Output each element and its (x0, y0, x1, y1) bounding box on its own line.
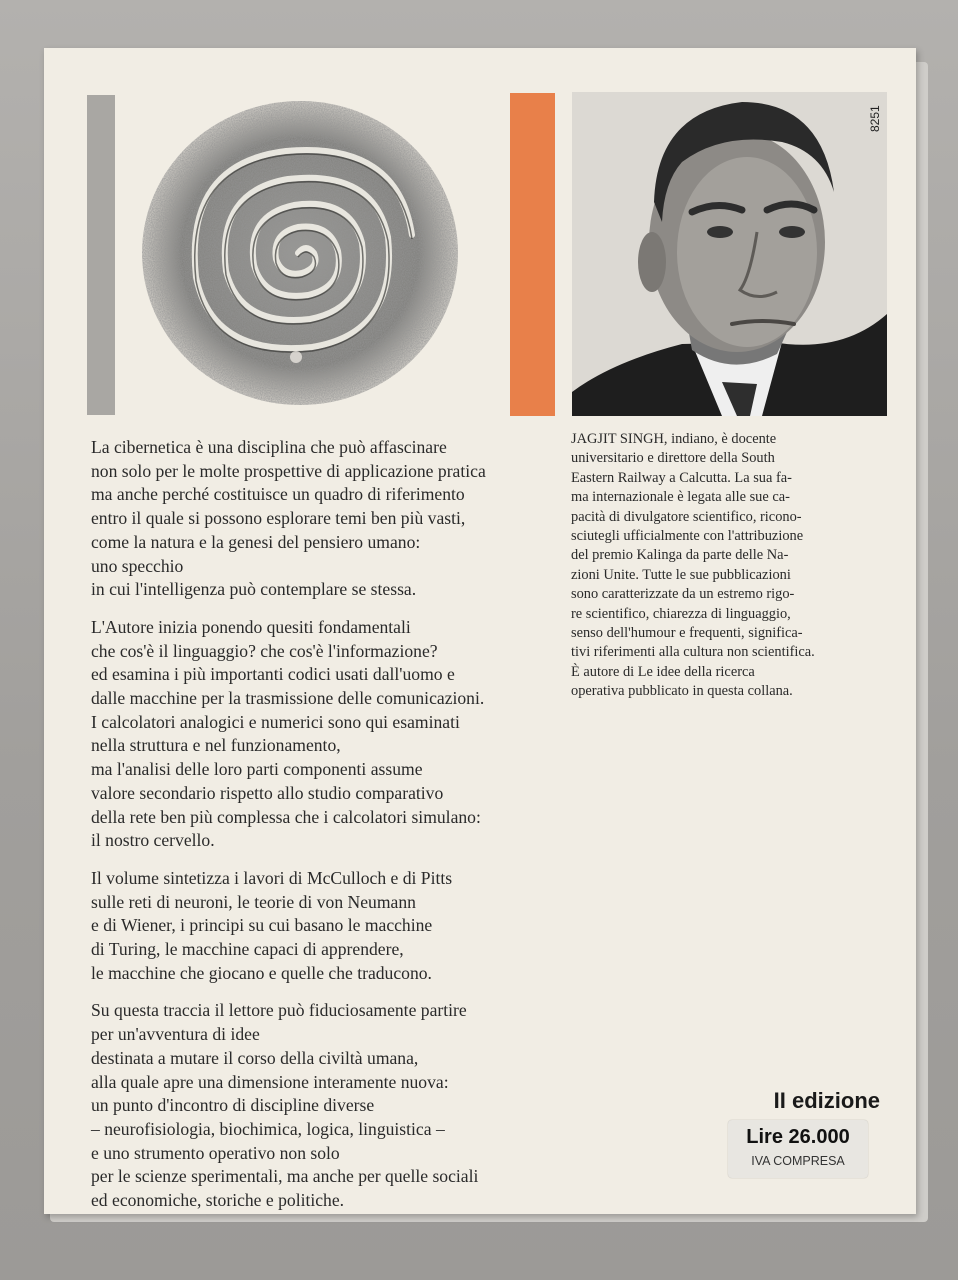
paragraph-4: Su questa traccia il lettore può fiduciosamente partire per un'avventura di idee destinata a mutare il corso della civiltà umana, alla quale apre una dimensione interamente nuova: un punto d'incontro di discipline diverse – neurofisiologia, biochimica, logica, linguistica – e uno strumento operativo non solo per le scienze sperimentali, ma anche per quelle sociali ed economiche, storiche e politiche. (91, 1000, 479, 1211)
spiral-illustration (138, 95, 463, 410)
book-description (91, 436, 521, 1227)
edition-label: II edizione (773, 1088, 880, 1113)
paragraph-1: La cibernetica è una disciplina che può affascinare non solo per le molte prospettive di applicazione pratica ma anche perché costituisce un quadro di riferimento entro il quale si possono esplorare temi ben più vasti, come la natura e la genesi del pensiero umano: uno specchio in cui l'intelligenza può contemplare se stessa. (91, 437, 486, 600)
paragraph-2: L'Autore inizia ponendo quesiti fondamentali che cos'è il linguaggio? che cos'è l'informazione? ed esamina i più importanti codici usati dall'uomo e dalle macchine per la trasmissione delle comunicazioni. I calcolatori analogici e numerici sono qui esaminati nella struttura e nel funzionamento, ma l'analisi delle loro parti componenti assume valore secondario rispetto allo studio comparativo della rete ben più complessa che i calcolatori simulano: il nostro cervello. (91, 616, 485, 851)
author-portrait (572, 92, 887, 416)
price-value: Lire 26.000 (746, 1126, 850, 1148)
vat-note: IVA COMPRESA (751, 1154, 845, 1168)
catalog-number: 8251 (868, 105, 882, 132)
paragraph-3: Il volume sintetizza i lavori di McCulloch e di Pitts sulle reti di neuroni, le teorie di von Neumann e di Wiener, i principi su cui basano le macchine di Turing, le macchine capaci di apprendere, le macchine che giocano e quelle che traducono. (91, 867, 453, 983)
price-sticker (728, 1120, 868, 1178)
orange-bar (510, 93, 555, 416)
portrait-drawing (572, 92, 887, 416)
author-bio: JAGJIT SINGH, indiano, è docente universitario e direttore della South Eastern Railway a Calcutta. La sua fa- ma internazionale è legata alle sue ca- pacità di divulgatore scientifico, ricono- sciutegli ufficialmente con l'attribuzione del premio Kalinga da parte delle Na- zioni Unite. Tutte le sue pubblicazioni sono caratterizzate da un estremo rigo- re scientifico, chiarezza di linguaggio, senso dell'humour e frequenti, significa- tivi riferimenti alla cultura non scientifica. È autore di Le idee della ricerca operativa pubblicato in questa collana. (571, 431, 815, 700)
gray-bar (87, 95, 115, 415)
